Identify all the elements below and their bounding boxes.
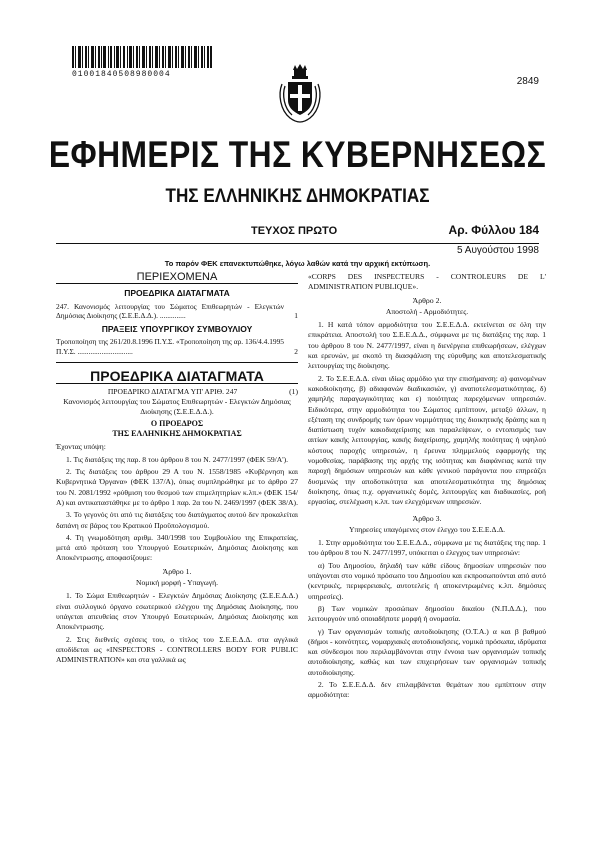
paragraph: γ) Των οργανισμών τοπικής αυτοδιοίκησης (Ο.Τ.Α.) α και β βαθμού (δήμοι - κοινότητες, νομαρχιακές αυτοδιοικήσεις, νομικά πρόσωπα, ιδρύματα και σύνδεσμοι που περιλαμβάνονται στην έννοια των οργανισμών τοπικής αυτοδιοίκησης, καθώς και των επιχειρήσεων των οργανισμών τοπικής αυτοδιοίκησης. (308, 626, 546, 677)
paragraph: 1. Τις διατάξεις της παρ. 8 του άρθρου 8 του Ν. 2477/1997 (ΦΕΚ 59/Α'). (66, 454, 289, 464)
gazette-subtitle: ΤΗΣ ΕΛΛΗΝΙΚΗΣ ΔΗΜΟΚΡΑΤΙΑΣ (165, 186, 430, 207)
paragraph: 2. Το Σ.Ε.Ε.Δ.Δ. είναι ιδίως αρμόδιο για την επισήμανση: α) φαινομένων κακοδιοίκησης, β) αδιαφανών διαδικασιών, γ) αναποτελεσματικότητας, δ) χαμηλής παραγωγικότητας και ε) ποιότητας παρεχόμενων υπηρεσιών. Ειδικότερα, στην αρμοδιότητα του Σώματος εμπίπτουν, μεταξύ άλλων, η εξέταση της συνδρομής των όρων νομιμότητας της διοικητικής δράσης και η διαπίστωση τυχόν κακοδιαχείρισης και παραλείψεων, ο εντοπισμός των αιτίων κακής λειτουργίας, κακής διαχείρισης, χαμηλής ποιότητας ή υψηλού κόστους παροχής υπηρεσιών, η έρευνα πλημμελούς εφαρμογής της νομοθεσίας, παράβασης της αρχής της ισότητας και διαφάνειας κατά την παροχή δημόσιων υπηρεσιών και κάθε γενικού παράγοντα που επηρεάζει δυσμενώς την αποδοτικότητα και αποτελεσματικότητα της δημόσιας διοίκησης, όπως π.χ. οργανωτικές δομές, λειτουργίες και διαδικασίες, ροή εργασίας, στελέχωση κ.λπ. των ελεγχόμενων υπηρεσιών. (308, 373, 546, 507)
paragraph: β) Των νομικών προσώπων δημοσίου δικαίου (Ν.Π.Δ.Δ.), που λειτουργούν υπό οποιαδήποτε μορφή ή ονομασία. (308, 603, 546, 624)
left-column (56, 272, 298, 667)
paragraph: 3. Το γεγονός ότι από τις διατάξεις του διατάγματος αυτού δεν προκαλείται δαπάνη σε βάρος του Κρατικού Προϋπολογισμού. (56, 510, 298, 530)
contents-entry (56, 337, 298, 356)
paragraph: 2. Το Σ.Ε.Ε.Δ.Δ. δεν επιλαμβάνεται θεμάτων που εμπίπτουν στην αρμοδιότητα: (308, 679, 546, 700)
president-line: Ο ΠΡΟΕΔΡΟΣ (150, 419, 204, 429)
issue-number: Αρ. Φύλλου 184 (448, 223, 539, 237)
gazette-title: ΕΦΗΜΕΡΙΣ ΤΗΣ ΚΥΒΕΡΝΗΣΕΩΣ (48, 134, 547, 175)
decree-label-number: (1) (289, 386, 298, 396)
paragraph: 4. Τη γνωμοδότηση αριθμ. 340/1998 του Συμβουλίου της Επικρατείας, μετά από πρόταση του Υπουργού Εσωτερικών, Δημόσιας Διοίκησης και Αποκέντρωσης, αποφασίζουμε: (56, 532, 298, 563)
right-column (308, 272, 546, 703)
decree-label-line (56, 387, 298, 397)
reprint-note: Το παρόν ΦΕΚ επανεκτυπώθηκε, λόγω λαθών κατά την αρχική εκτύπωση. (164, 259, 431, 268)
article-title: Άρθρο 2. (412, 295, 442, 305)
paragraph: «CORPS DES INSPECTEURS - CONTROLEURS DE L' ADMINISTRATION PUBLIQUE». (308, 272, 546, 292)
paragraph: 1. Το Σώμα Επιθεωρητών - Ελεγκτών Δημόσιας Διοίκησης (Σ.Ε.Ε.Δ.Δ.) είναι συλλογικό όργανο εσωτερικού ελέγχου της Δημόσιας Διοίκησης, που υπάγεται απευθείας στον Υπουργό Εσωτερικών, Δημόσιας Διοίκησης και Αποκέντρωσης. (56, 591, 298, 632)
article-subtitle: Υπηρεσίες υπαγόμενες στον έλεγχο του Σ.Ε.Ε.Δ.Δ. (348, 524, 506, 534)
contents-entry-page: 2 (294, 346, 298, 356)
issue-type: ΤΕΥΧΟΣ ΠΡΩΤΟ (251, 225, 338, 237)
paragraph: 1. Η κατά τόπον αρμοδιότητα του Σ.Ε.Ε.Δ.Δ. εκτείνεται σε όλη την επικράτεια. Αποστολή του Σ.Ε.Ε.Δ.Δ., σύμφωνα με τις διατάξεις της παρ. 1 του άρθρου 8 του Ν. 2477/1997, είναι η διενέργεια επιθεωρήσεων, ελέγχων και ερευνών, με σκοπό τη διασφάλιση της εύρυθμης και αποτελεσματικής λειτουργίας της διοίκησης. (308, 320, 546, 371)
paragraph: 1. Στην αρμοδιότητα του Σ.Ε.Ε.Δ.Δ., σύμφωνα με τις διατάξεις της παρ. 1 του άρθρου 8 του Ν. 2477/1997, υπόκειται ο έλεγχος των υπηρεσιών: (308, 538, 546, 558)
contents-section-decrees: ΠΡΟΕΔΡΙΚΑ ΔΙΑΤΑΓΜΑΤΑ (124, 288, 230, 299)
article-subtitle: Αποστολή - Αρμοδιότητες. (385, 306, 469, 316)
decree-subject: Κανονισμός λειτουργίας του Σώματος Επιθεωρητών - Ελεγκτών Δημόσιας Διοίκησης (Σ.Ε.Ε.Δ.Δ.). (63, 396, 291, 417)
article-title: Άρθρο 1. (162, 566, 192, 576)
contents-entry-page: 1 (294, 311, 298, 321)
page-number: 2849 (516, 76, 539, 87)
barcode (72, 46, 212, 68)
paragraph: α) Του Δημοσίου, δηλαδή των κάθε είδους δημοσίων υπηρεσιών που υπάγονται στο νομικό πρόσωπο του Δημοσίου και εκπροσωπούνται από αυτό (κεντρικές, περιφερειακές, αυτοτελείς ή αποκεντρωμένες κ.λπ. δημόσιες υπηρεσίες). (308, 560, 546, 601)
paragraph: 2. Στις διεθνείς σχέσεις του, ο τίτλος του Σ.Ε.Ε.Δ.Δ. στα αγγλικά αποδίδεται ως «INSPECTORS - CONTROLLERS BODY FOR PUBLIC ADMINISTRATION» και στα γαλλικά ως (56, 634, 298, 665)
contents-title: ΠΕΡΙΕΧΟΜΕΝΑ (56, 272, 298, 284)
contents-entry-text: 247. Κανονισμός λειτουργίας του Σώματος Επιθεωρητών - Ελεγκτών Δημόσιας Διοίκησης (Σ.Ε.Ε.Δ.Δ.). .............. (56, 301, 284, 321)
contents-divider (56, 362, 298, 363)
paragraph: Έχοντας υπόψη: (56, 442, 106, 452)
greek-coat-of-arms-icon (276, 62, 324, 124)
contents-section-cabinet-acts: ΠΡΑΞΕΙΣ ΥΠΟΥΡΓΙΚΟΥ ΣΥΜΒΟΥΛΙΟΥ (101, 323, 253, 334)
decrees-heading: ΠΡΟΕΔΡΙΚΑ ΔΙΑΤΑΓΜΑΤΑ (56, 371, 298, 383)
barcode-number: 01001840508980004 (72, 70, 171, 79)
article-title: Άρθρο 3. (412, 513, 442, 523)
president-line: ΤΗΣ ΕΛΛΗΝΙΚΗΣ ΔΗΜΟΚΡΑΤΙΑΣ (112, 429, 242, 439)
issue-row (56, 225, 539, 244)
paragraph: 2. Τις διατάξεις του άρθρου 29 Α του Ν. 1558/1985 «Κυβέρνηση και Κυβερνητικά Όργανα» (ΦΕΚ 137/Α), όπως συμπληρώθηκε με το άρθρο 27 του Ν. 2081/1992 «ρύθμιση του θεσμού των επιμελητηρίων κ.λπ.» (ΦΕΚ 154/Α) και αντικαταστάθηκε με το άρθρο 1 παρ. 2α του Ν. 2469/1997 (ΦΕΚ 38/Α). (56, 467, 298, 507)
article-subtitle: Νομική μορφή - Υπαγωγή. (135, 578, 219, 588)
contents-entry (56, 302, 298, 321)
contents-entry-text: Τροποποίηση της 261/20.8.1996 Π.Υ.Σ. «Τροποποίηση της αρ. 136/4.4.1995 Π.Υ.Σ. .............................. (56, 337, 284, 356)
decree-label: ΠΡΟΕΔΡΙΚΟ ΔΙΑΤΑΓΜΑ ΥΠ' ΑΡΙΘ. 247 (107, 386, 238, 396)
issue-date: 5 Αυγούστου 1998 (457, 245, 539, 256)
